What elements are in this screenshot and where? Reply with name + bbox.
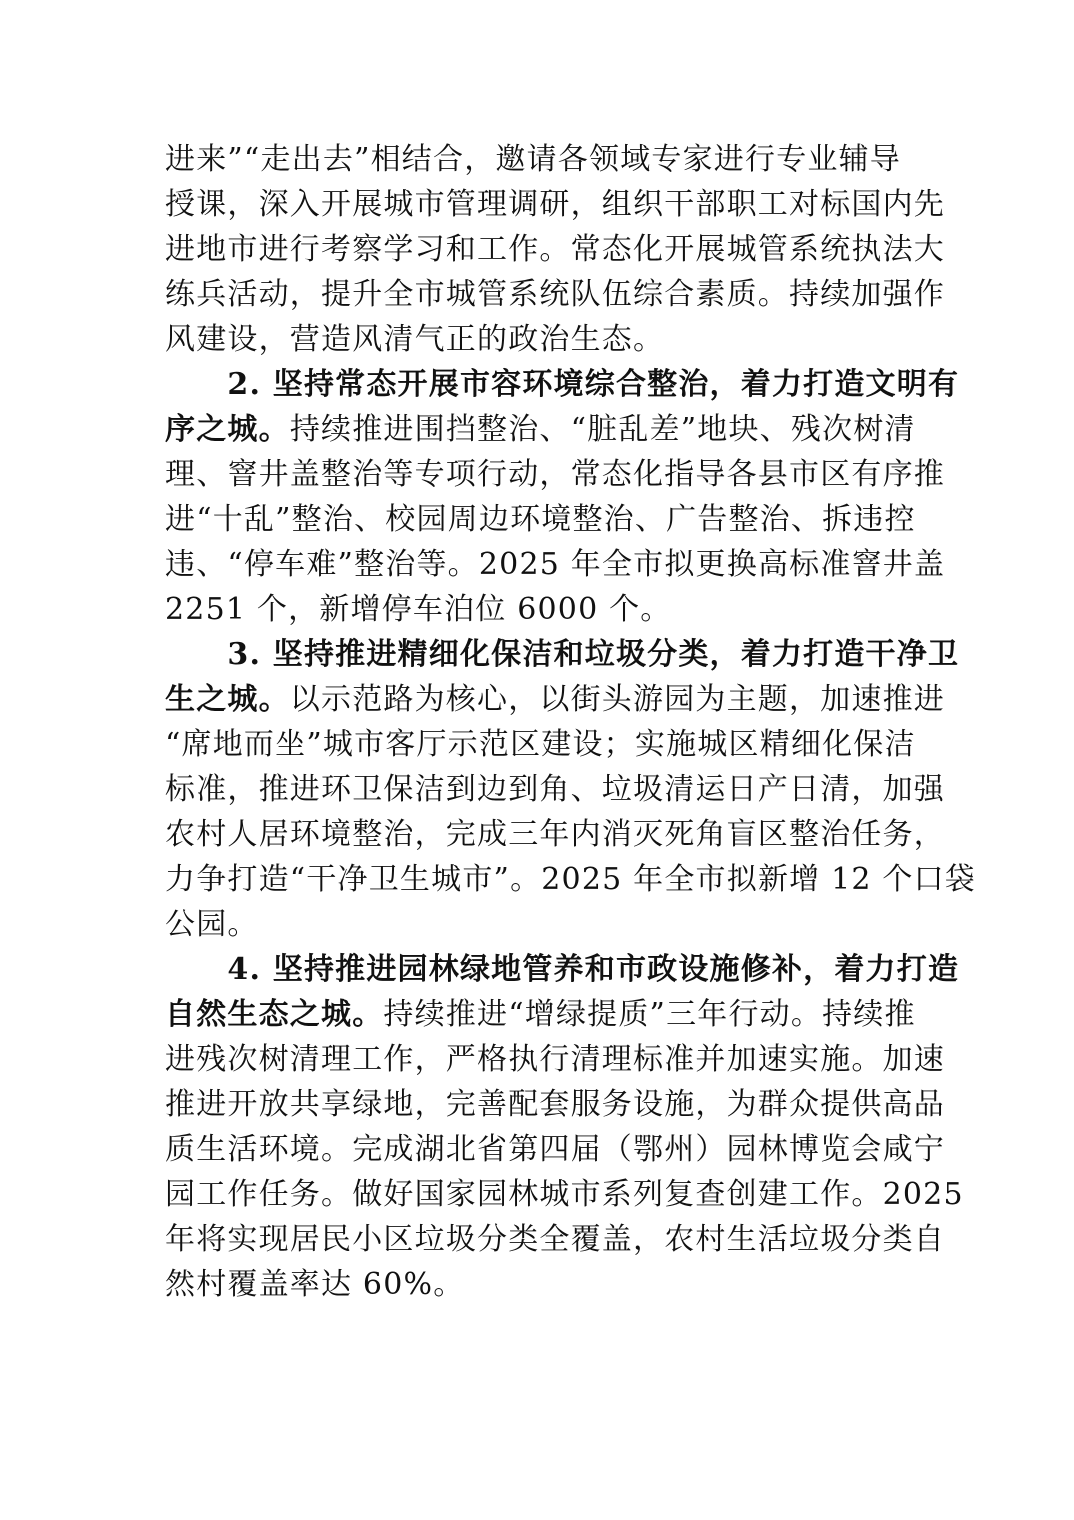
line-text: 标准，推进环卫保洁到边到角、垃圾清运日产日清，加强 [165, 772, 945, 807]
line-text: 推进开放共享绿地，完善配套服务设施，为群众提供高品 [165, 1087, 945, 1122]
section-heading-line [165, 947, 960, 992]
text-line [165, 1127, 945, 1172]
line-text: 农村人居环境整治，完成三年内消灭死角盲区整治任务， [165, 817, 945, 852]
bold-phrase: 生之城。 [165, 682, 290, 717]
line-text: 然村覆盖率达 60%。 [165, 1267, 465, 1302]
bold-phrase: 2. 坚持常态开展市容环境综合整治，着力打造文明有 [165, 367, 960, 402]
line-text: “席地而坐”城市客厅示范区建设；实施城区精细化保洁 [165, 727, 916, 762]
text-line [165, 407, 915, 452]
text-line [165, 722, 915, 767]
text-line [165, 317, 915, 362]
text-line [165, 272, 945, 317]
text-line [165, 767, 945, 812]
line-text: 练兵活动，提升全市城管系统队伍综合素质。持续加强作 [165, 277, 945, 312]
text-line [165, 1037, 945, 1082]
text-line [165, 1082, 945, 1127]
bold-phrase: 3. 坚持推进精细化保洁和垃圾分类，着力打造干净卫 [165, 637, 960, 672]
line-text: 授课，深入开展城市管理调研，组织干部职工对标国内先 [165, 187, 945, 222]
section-heading-line [165, 362, 960, 407]
text-line [165, 587, 915, 632]
line-text: 公园。 [165, 907, 259, 942]
document-page [165, 137, 977, 1307]
text-line [165, 1217, 945, 1262]
line-text: 进“十乱”整治、校园周边环境整治、广告整治、拆违控 [165, 502, 916, 537]
text-line [165, 542, 946, 587]
line-text: 进来”“走出去”相结合，邀请各领域专家进行专业辅导 [165, 142, 902, 177]
text-line [165, 137, 915, 182]
text-line [165, 812, 945, 857]
text-line [165, 227, 945, 272]
section-heading-line [165, 632, 960, 677]
text-line [165, 182, 945, 227]
bold-phrase: 自然生态之城。 [165, 997, 384, 1032]
text-line [165, 1172, 964, 1217]
line-text: 质生活环境。完成湖北省第四届（鄂州）园林博览会咸宁 [165, 1132, 945, 1167]
line-text: 风建设，营造风清气正的政治生态。 [165, 322, 665, 357]
text-line [165, 857, 977, 902]
line-text: 2251 个，新增停车泊位 6000 个。 [165, 592, 672, 627]
line-text: 年将实现居民小区垃圾分类全覆盖，农村生活垃圾分类自 [165, 1222, 945, 1257]
bold-phrase: 4. 坚持推进园林绿地管养和市政设施修补，着力打造 [165, 952, 960, 987]
line-text: 理、窨井盖整治等专项行动，常态化指导各县市区有序推 [165, 457, 945, 492]
text-line [165, 497, 915, 542]
line-text: 进地市进行考察学习和工作。常态化开展城管系统执法大 [165, 232, 945, 267]
line-text: 以示范路为核心，以街头游园为主题，加速推进 [289, 682, 946, 717]
line-text: 力争打造“干净卫生城市”。2025 年全市拟新增 12 个口袋 [165, 862, 977, 897]
text-line [165, 902, 915, 947]
line-text: 进残次树清理工作，严格执行清理标准并加速实施。加速 [165, 1042, 945, 1077]
line-text: 持续推进围挡整治、“脏乱差”地块、残次树清 [289, 412, 916, 447]
text-line [165, 1262, 915, 1307]
line-text: 持续推进“增绿提质”三年行动。持续推 [383, 997, 916, 1032]
line-text: 园工作任务。做好国家园林城市系列复查创建工作。2025 [165, 1177, 964, 1212]
text-line [165, 992, 915, 1037]
line-text: 违、“停车难”整治等。2025 年全市拟更换高标准窨井盖 [165, 547, 946, 582]
bold-phrase: 序之城。 [165, 412, 290, 447]
text-line [165, 677, 946, 722]
text-line [165, 452, 945, 497]
